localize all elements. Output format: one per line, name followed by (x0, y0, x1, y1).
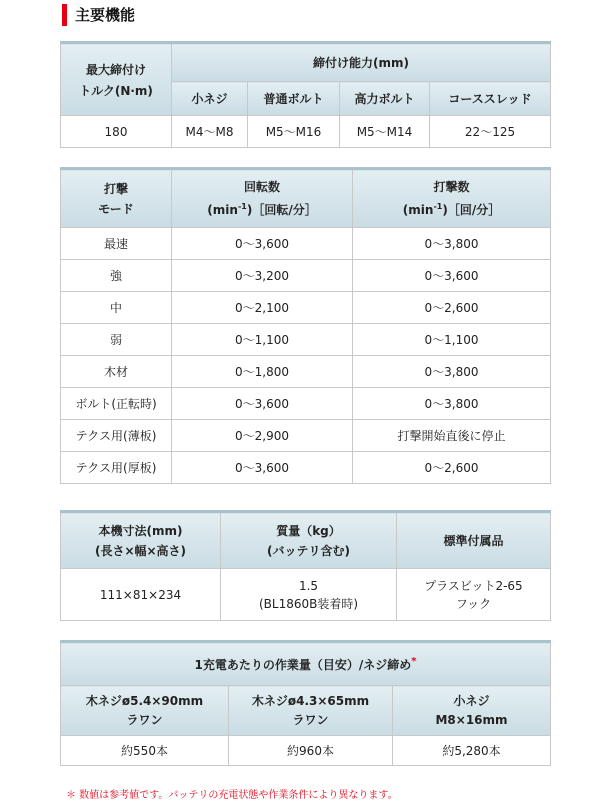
ipm-cell: 0～2,600 (353, 292, 551, 324)
footnote: ＊ 数値は参考値です。バッテリの充電状態や作業条件により異なります。 (66, 790, 398, 801)
wood-screw-43-value: 約960本 (229, 736, 393, 766)
rpm-cell: 0～3,600 (172, 452, 353, 484)
rpm-cell: 0～2,100 (172, 292, 353, 324)
ipm-cell: 0～2,600 (353, 452, 551, 484)
table-row (61, 420, 551, 452)
mass-value: 1.5 (BL1860B装着時) (221, 569, 397, 621)
rpm-cell: 0～3,600 (172, 388, 353, 420)
rpm-cell: 0～3,200 (172, 260, 353, 292)
mode-cell: テクス用(厚板) (61, 452, 172, 484)
high-tension-bolt-header: 高力ボルト (340, 82, 430, 116)
rpm-cell: 0～1,100 (172, 324, 353, 356)
accessories-value: プラスビット2-65 フック (397, 569, 551, 621)
table-row (61, 452, 551, 484)
table-row (61, 356, 551, 388)
rpm-cell: 0～1,800 (172, 356, 353, 388)
mass-header: 質量（kg） (バッテリ含む) (221, 512, 397, 569)
mode-cell: 木材 (61, 356, 172, 388)
table-row (61, 388, 551, 420)
standard-bolt-value: M5～M16 (248, 116, 340, 148)
wood-screw-54-header: 木ネジø5.4×90mm ラワン (61, 686, 229, 736)
machine-screw-header: 小ネジ M8×16mm (393, 686, 551, 736)
max-torque-header: 最大締付け トルク(N·m) (61, 43, 172, 116)
machine-screw-value: 約5,280本 (393, 736, 551, 766)
dimensions-value: 111×81×234 (61, 569, 221, 621)
high-tension-bolt-value: M5～M14 (340, 116, 430, 148)
table-row (61, 228, 551, 260)
mode-cell: ボルト(正転時) (61, 388, 172, 420)
wood-screw-54-value: 約550本 (61, 736, 229, 766)
ipm-cell: 0～3,800 (353, 356, 551, 388)
asterisk-mark: * (411, 655, 417, 667)
ipm-cell: 打撃開始直後に停止 (353, 420, 551, 452)
mode-cell: 弱 (61, 324, 172, 356)
mode-cell: 最速 (61, 228, 172, 260)
mode-cell: 中 (61, 292, 172, 324)
torque-value: 180 (61, 116, 172, 148)
accessories-header: 標準付属品 (397, 512, 551, 569)
small-screw-header: 小ネジ (172, 82, 248, 116)
ipm-cell: 0～3,800 (353, 228, 551, 260)
work-per-charge-table (60, 640, 551, 766)
coarse-thread-value: 22～125 (430, 116, 551, 148)
ipm-cell: 0～1,100 (353, 324, 551, 356)
ipm-cell: 0～3,600 (353, 260, 551, 292)
rpm-cell: 0～3,600 (172, 228, 353, 260)
rpm-cell: 0～2,900 (172, 420, 353, 452)
work-per-charge-title: 1充電あたりの作業量（目安）/ネジ締め* (61, 642, 551, 686)
mode-cell: テクス用(薄板) (61, 420, 172, 452)
table-row (61, 116, 551, 148)
mode-cell: 強 (61, 260, 172, 292)
table-row (61, 260, 551, 292)
table-row (61, 292, 551, 324)
spec-table (60, 510, 551, 621)
table-row (61, 324, 551, 356)
coarse-thread-header: コーススレッド (430, 82, 551, 116)
wood-screw-43-header: 木ネジø4.3×65mm ラワン (229, 686, 393, 736)
mode-header: 打撃 モード (61, 169, 172, 228)
ipm-header: 打撃数 $(\min^{-1})[$回/分］ (353, 169, 551, 228)
small-screw-value: M4～M8 (172, 116, 248, 148)
table-row (61, 736, 551, 766)
section-title: 主要機能 (62, 4, 135, 26)
dimensions-header: 本機寸法(mm) (長さ×幅×高さ) (61, 512, 221, 569)
ipm-cell: 0～3,800 (353, 388, 551, 420)
capacity-group-header: 締付け能力(mm) (172, 43, 551, 82)
torque-capacity-table (60, 41, 551, 148)
standard-bolt-header: 普通ボルト (248, 82, 340, 116)
impact-mode-table (60, 167, 551, 484)
rpm-header: 回転数 $(\min^{-1})[$回転/分］ (172, 169, 353, 228)
table-row (61, 569, 551, 621)
